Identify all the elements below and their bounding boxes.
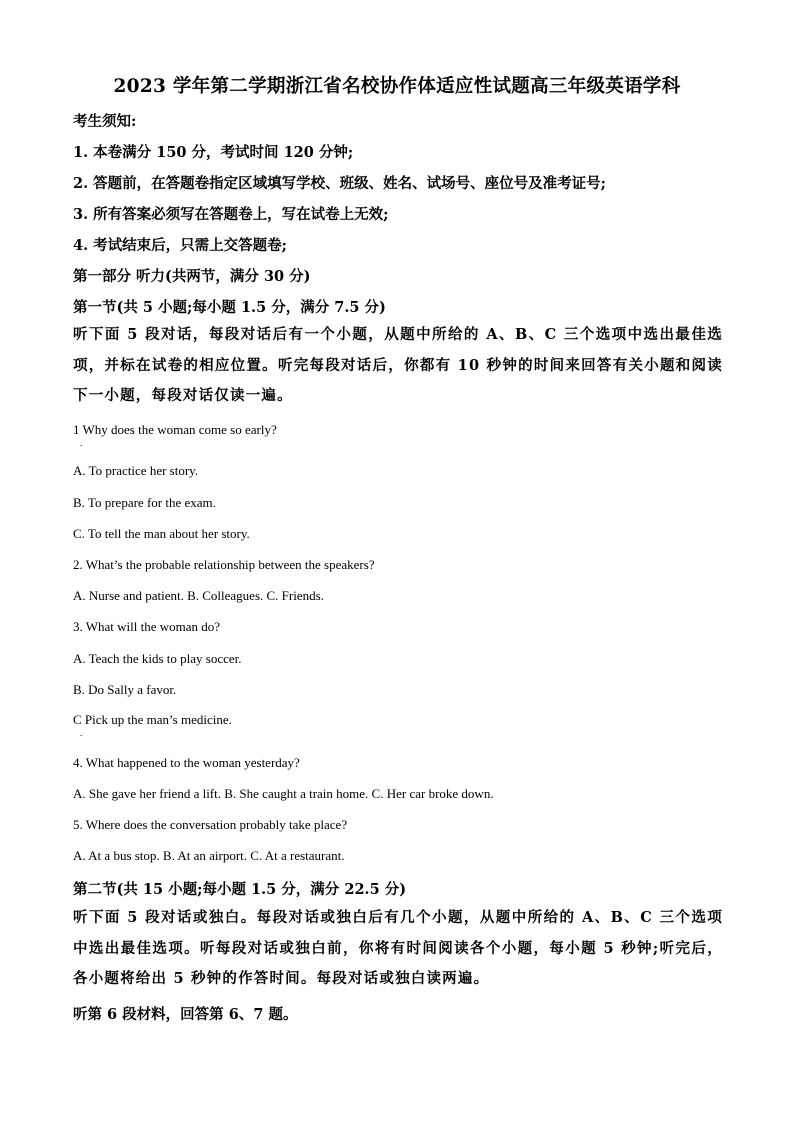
- section1-instructions: 听下面 5 段对话，每段对话后有一个小题，从题中所给的 A、B、C 三个选项中选出最佳选项，并标在试卷的相应位置。听完每段对话后，你都有 10 秒钟的时间来回答有关小题和阅读下一小题，每段对话仅读一遍。: [73, 326, 723, 404]
- question-2: 2. What’s the probable relationship between the speakers?: [73, 557, 375, 572]
- question-5: 5. Where does the conversation probably take place?: [73, 817, 348, 832]
- notice-3: 3. 所有答案必须写在答题卷上，写在试卷上无效;: [73, 206, 389, 223]
- stray-dot: .: [80, 728, 83, 738]
- notice-heading: 考生须知:: [73, 113, 137, 130]
- section2-heading: 第二节(共 15 小题;每小题 1.5 分，满分 22.5 分): [73, 881, 407, 898]
- question-3-option-b: B. Do Sally a favor.: [73, 682, 177, 697]
- notice-1: 1. 本卷满分 150 分，考试时间 120 分钟;: [73, 144, 354, 161]
- passage-6-instruction: 听第 6 段材料，回答第 6、7 题。: [73, 1006, 298, 1023]
- question-2-options: A. Nurse and patient. B. Colleagues. C. Friends.: [73, 588, 324, 603]
- section1-heading: 第一节(共 5 小题;每小题 1.5 分，满分 7.5 分): [73, 299, 386, 316]
- question-3: 3. What will the woman do?: [73, 619, 221, 634]
- question-4: 4. What happened to the woman yesterday?: [73, 755, 300, 770]
- question-3-option-c: C Pick up the man’s medicine.: [73, 712, 232, 727]
- notice-4: 4. 考试结束后，只需上交答题卷;: [73, 237, 288, 254]
- question-4-options: A. She gave her friend a lift. B. She caught a train home. C. Her car broke down.: [73, 786, 494, 801]
- page-title: 2023 学年第二学期浙江省名校协作体适应性试题高三年级英语学科: [113, 76, 681, 97]
- question-5-options: A. At a bus stop. B. At an airport. C. At a restaurant.: [73, 848, 345, 863]
- question-1: 1 Why does the woman come so early?: [73, 422, 277, 437]
- question-1-option-b: B. To prepare for the exam.: [73, 495, 216, 510]
- question-1-option-c: C. To tell the man about her story.: [73, 526, 250, 541]
- notice-2: 2. 答题前，在答题卷指定区域填写学校、班级、姓名、试场号、座位号及准考证号;: [73, 175, 607, 192]
- question-1-option-a: A. To practice her story.: [73, 463, 199, 478]
- part1-heading: 第一部分 听力(共两节，满分 30 分): [73, 268, 311, 285]
- question-3-option-a: A. Teach the kids to play soccer.: [73, 651, 242, 666]
- section2-instructions: 听下面 5 段对话或独白。每段对话或独白后有几个小题，从题中所给的 A、B、C 三个选项中选出最佳选项。听每段对话或独白前，你将有时间阅读各个小题，每小题 5 秒钟;听完后，各小题将给出 5 秒钟的作答时间。每段对话或独白读两遍。: [73, 909, 723, 987]
- stray-dot: .: [80, 438, 83, 448]
